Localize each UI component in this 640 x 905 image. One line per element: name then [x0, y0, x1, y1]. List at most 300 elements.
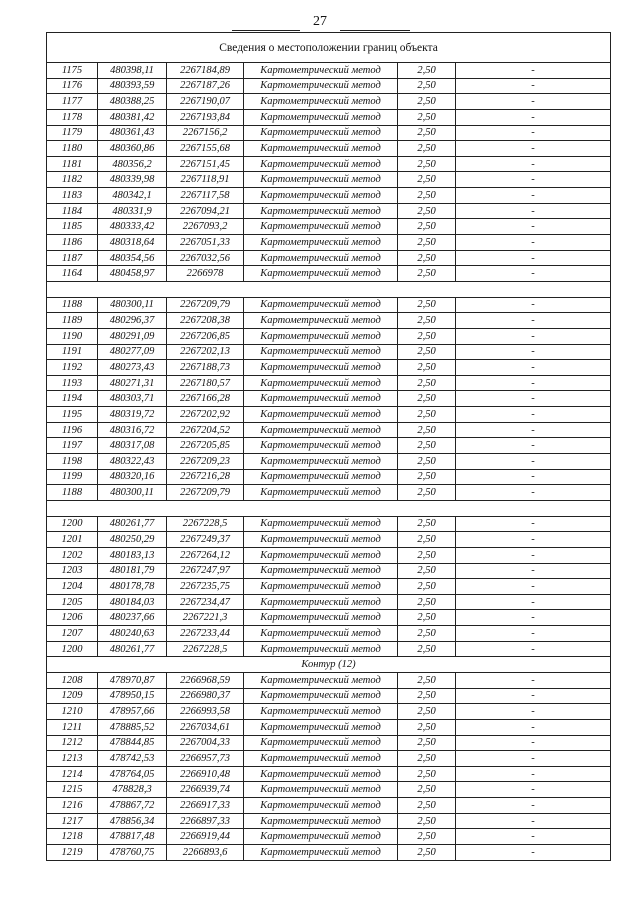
- method-cell: Картометрический метод: [244, 813, 398, 829]
- precision-cell: 2,50: [398, 454, 456, 470]
- point-number-cell: 1175: [47, 63, 98, 79]
- note-cell: -: [456, 156, 611, 172]
- y-coordinate-cell: 2267264,12: [167, 547, 244, 563]
- point-number-cell: 1216: [47, 798, 98, 814]
- y-coordinate-cell: 2267034,61: [167, 719, 244, 735]
- note-cell: -: [456, 469, 611, 485]
- point-number-cell: 1208: [47, 672, 98, 688]
- method-cell: Картометрический метод: [244, 782, 398, 798]
- precision-cell: 2,50: [398, 829, 456, 845]
- method-cell: Картометрический метод: [244, 328, 398, 344]
- point-number-cell: 1183: [47, 188, 98, 204]
- y-coordinate-cell: 2267228,5: [167, 641, 244, 657]
- x-coordinate-cell: 478760,75: [98, 845, 167, 861]
- note-cell: -: [456, 266, 611, 282]
- y-coordinate-cell: 2267004,33: [167, 735, 244, 751]
- note-cell: -: [456, 547, 611, 563]
- precision-cell: 2,50: [398, 579, 456, 595]
- point-number-cell: 1214: [47, 766, 98, 782]
- method-cell: Картометрический метод: [244, 360, 398, 376]
- y-coordinate-cell: 2267208,38: [167, 313, 244, 329]
- note-cell: -: [456, 813, 611, 829]
- table-row: [47, 626, 611, 642]
- method-cell: Картометрический метод: [244, 172, 398, 188]
- point-number-cell: 1177: [47, 94, 98, 110]
- table-row: [47, 829, 611, 845]
- table-row: [47, 328, 611, 344]
- y-coordinate-cell: 2267193,84: [167, 109, 244, 125]
- table-row: [47, 203, 611, 219]
- x-coordinate-cell: 480339,98: [98, 172, 167, 188]
- y-coordinate-cell: 2267117,58: [167, 188, 244, 204]
- precision-cell: 2,50: [398, 109, 456, 125]
- table-row: [47, 782, 611, 798]
- point-number-cell: 1184: [47, 203, 98, 219]
- method-cell: Картометрический метод: [244, 579, 398, 595]
- note-cell: -: [456, 438, 611, 454]
- note-cell: -: [456, 845, 611, 861]
- y-coordinate-cell: 2267202,13: [167, 344, 244, 360]
- table-row: [47, 94, 611, 110]
- x-coordinate-cell: 480360,86: [98, 141, 167, 157]
- note-cell: -: [456, 735, 611, 751]
- precision-cell: 2,50: [398, 235, 456, 251]
- precision-cell: 2,50: [398, 485, 456, 501]
- precision-cell: 2,50: [398, 63, 456, 79]
- method-cell: Картометрический метод: [244, 422, 398, 438]
- point-number-cell: 1181: [47, 156, 98, 172]
- table-row: [47, 109, 611, 125]
- y-coordinate-cell: 2267206,85: [167, 328, 244, 344]
- note-cell: -: [456, 422, 611, 438]
- method-cell: Картометрический метод: [244, 829, 398, 845]
- method-cell: Картометрический метод: [244, 266, 398, 282]
- note-cell: -: [456, 235, 611, 251]
- x-coordinate-cell: 480356,2: [98, 156, 167, 172]
- precision-cell: 2,50: [398, 594, 456, 610]
- table-row: [47, 375, 611, 391]
- table-row: [47, 219, 611, 235]
- table-row: [47, 845, 611, 861]
- precision-cell: 2,50: [398, 438, 456, 454]
- method-cell: Картометрический метод: [244, 469, 398, 485]
- precision-cell: 2,50: [398, 798, 456, 814]
- method-cell: Картометрический метод: [244, 344, 398, 360]
- precision-cell: 2,50: [398, 641, 456, 657]
- table-row: [47, 516, 611, 532]
- page-number: 27: [313, 14, 327, 29]
- note-cell: -: [456, 485, 611, 501]
- precision-cell: 2,50: [398, 188, 456, 204]
- point-number-cell: 1178: [47, 109, 98, 125]
- note-cell: -: [456, 641, 611, 657]
- precision-cell: 2,50: [398, 78, 456, 94]
- y-coordinate-cell: 2267221,3: [167, 610, 244, 626]
- x-coordinate-cell: 478844,85: [98, 735, 167, 751]
- table-row: [47, 422, 611, 438]
- method-cell: Картометрический метод: [244, 532, 398, 548]
- method-cell: Картометрический метод: [244, 672, 398, 688]
- precision-cell: 2,50: [398, 375, 456, 391]
- table-row: [47, 719, 611, 735]
- x-coordinate-cell: 480291,09: [98, 328, 167, 344]
- precision-cell: 2,50: [398, 156, 456, 172]
- precision-cell: 2,50: [398, 845, 456, 861]
- note-cell: -: [456, 313, 611, 329]
- table-row: [47, 798, 611, 814]
- precision-cell: 2,50: [398, 563, 456, 579]
- precision-cell: 2,50: [398, 141, 456, 157]
- precision-cell: 2,50: [398, 219, 456, 235]
- table-row: [47, 250, 611, 266]
- y-coordinate-cell: 2267094,21: [167, 203, 244, 219]
- note-cell: -: [456, 766, 611, 782]
- y-coordinate-cell: 2266968,59: [167, 672, 244, 688]
- note-cell: -: [456, 360, 611, 376]
- x-coordinate-cell: 480319,72: [98, 407, 167, 423]
- x-coordinate-cell: 480458,97: [98, 266, 167, 282]
- method-cell: Картометрический метод: [244, 547, 398, 563]
- table-row: [47, 156, 611, 172]
- precision-cell: 2,50: [398, 297, 456, 313]
- note-cell: -: [456, 328, 611, 344]
- note-cell: -: [456, 516, 611, 532]
- precision-cell: 2,50: [398, 626, 456, 642]
- precision-cell: 2,50: [398, 766, 456, 782]
- note-cell: -: [456, 219, 611, 235]
- point-number-cell: 1200: [47, 516, 98, 532]
- table-row: [47, 407, 611, 423]
- point-number-cell: 1191: [47, 344, 98, 360]
- note-cell: -: [456, 704, 611, 720]
- x-coordinate-cell: 480331,9: [98, 203, 167, 219]
- y-coordinate-cell: 2267155,68: [167, 141, 244, 157]
- method-cell: Картометрический метод: [244, 78, 398, 94]
- y-coordinate-cell: 2267051,33: [167, 235, 244, 251]
- y-coordinate-cell: 2266910,48: [167, 766, 244, 782]
- y-coordinate-cell: 2266939,74: [167, 782, 244, 798]
- note-cell: -: [456, 829, 611, 845]
- point-number-cell: 1217: [47, 813, 98, 829]
- precision-cell: 2,50: [398, 813, 456, 829]
- precision-cell: 2,50: [398, 782, 456, 798]
- point-number-cell: 1188: [47, 297, 98, 313]
- x-coordinate-cell: 480303,71: [98, 391, 167, 407]
- x-coordinate-cell: 478742,53: [98, 751, 167, 767]
- x-coordinate-cell: 480322,43: [98, 454, 167, 470]
- note-cell: -: [456, 594, 611, 610]
- y-coordinate-cell: 2266917,33: [167, 798, 244, 814]
- note-cell: -: [456, 751, 611, 767]
- note-cell: -: [456, 782, 611, 798]
- contour-label-row: [47, 657, 611, 673]
- x-coordinate-cell: 480184,03: [98, 594, 167, 610]
- method-cell: Картометрический метод: [244, 641, 398, 657]
- method-cell: Картометрический метод: [244, 407, 398, 423]
- blank-separator-row: [47, 500, 611, 516]
- y-coordinate-cell: 2267233,44: [167, 626, 244, 642]
- point-number-cell: 1188: [47, 485, 98, 501]
- note-cell: -: [456, 391, 611, 407]
- point-number-cell: 1185: [47, 219, 98, 235]
- table-row: [47, 172, 611, 188]
- method-cell: Картометрический метод: [244, 250, 398, 266]
- precision-cell: 2,50: [398, 391, 456, 407]
- point-number-cell: 1204: [47, 579, 98, 595]
- x-coordinate-cell: 478957,66: [98, 704, 167, 720]
- x-coordinate-cell: 478885,52: [98, 719, 167, 735]
- note-cell: -: [456, 579, 611, 595]
- point-number-cell: 1195: [47, 407, 98, 423]
- note-cell: -: [456, 626, 611, 642]
- table-row: [47, 547, 611, 563]
- method-cell: Картометрический метод: [244, 454, 398, 470]
- note-cell: -: [456, 250, 611, 266]
- y-coordinate-cell: 2266957,73: [167, 751, 244, 767]
- method-cell: Картометрический метод: [244, 610, 398, 626]
- y-coordinate-cell: 2267190,07: [167, 94, 244, 110]
- x-coordinate-cell: 480271,31: [98, 375, 167, 391]
- table-row: [47, 297, 611, 313]
- note-cell: -: [456, 375, 611, 391]
- method-cell: Картометрический метод: [244, 719, 398, 735]
- table-row: [47, 610, 611, 626]
- precision-cell: 2,50: [398, 422, 456, 438]
- y-coordinate-cell: 2267234,47: [167, 594, 244, 610]
- table-row: [47, 188, 611, 204]
- x-coordinate-cell: 478817,48: [98, 829, 167, 845]
- table-row: [47, 735, 611, 751]
- note-cell: -: [456, 78, 611, 94]
- point-number-cell: 1215: [47, 782, 98, 798]
- x-coordinate-cell: 480333,42: [98, 219, 167, 235]
- precision-cell: 2,50: [398, 751, 456, 767]
- table-title: Сведения о местоположении границ объекта: [47, 33, 611, 63]
- point-number-cell: 1194: [47, 391, 98, 407]
- point-number-cell: 1218: [47, 829, 98, 845]
- y-coordinate-cell: 2267187,26: [167, 78, 244, 94]
- precision-cell: 2,50: [398, 719, 456, 735]
- method-cell: Картометрический метод: [244, 141, 398, 157]
- x-coordinate-cell: 480250,29: [98, 532, 167, 548]
- x-coordinate-cell: 478950,15: [98, 688, 167, 704]
- table-row: [47, 63, 611, 79]
- point-number-cell: 1211: [47, 719, 98, 735]
- point-number-cell: 1219: [47, 845, 98, 861]
- table-row: [47, 78, 611, 94]
- x-coordinate-cell: 480393,59: [98, 78, 167, 94]
- table-row: [47, 579, 611, 595]
- precision-cell: 2,50: [398, 203, 456, 219]
- point-number-cell: 1200: [47, 641, 98, 657]
- table-row: [47, 532, 611, 548]
- note-cell: -: [456, 563, 611, 579]
- point-number-cell: 1209: [47, 688, 98, 704]
- x-coordinate-cell: 480183,13: [98, 547, 167, 563]
- y-coordinate-cell: 2267209,79: [167, 297, 244, 313]
- precision-cell: 2,50: [398, 328, 456, 344]
- y-coordinate-cell: 2266978: [167, 266, 244, 282]
- x-coordinate-cell: 478970,87: [98, 672, 167, 688]
- point-number-cell: 1202: [47, 547, 98, 563]
- x-coordinate-cell: 480316,72: [98, 422, 167, 438]
- precision-cell: 2,50: [398, 547, 456, 563]
- note-cell: -: [456, 610, 611, 626]
- y-coordinate-cell: 2267209,23: [167, 454, 244, 470]
- x-coordinate-cell: 480317,08: [98, 438, 167, 454]
- note-cell: -: [456, 297, 611, 313]
- x-coordinate-cell: 478828,3: [98, 782, 167, 798]
- note-cell: -: [456, 63, 611, 79]
- table-row: [47, 125, 611, 141]
- method-cell: Картометрический метод: [244, 438, 398, 454]
- method-cell: Картометрический метод: [244, 375, 398, 391]
- table-row: [47, 813, 611, 829]
- note-cell: -: [456, 688, 611, 704]
- table-row: [47, 751, 611, 767]
- x-coordinate-cell: 480361,43: [98, 125, 167, 141]
- x-coordinate-cell: 478867,72: [98, 798, 167, 814]
- table-row: [47, 266, 611, 282]
- precision-cell: 2,50: [398, 516, 456, 532]
- page-number-rule-right: [340, 30, 410, 31]
- x-coordinate-cell: 480318,64: [98, 235, 167, 251]
- y-coordinate-cell: 2266897,33: [167, 813, 244, 829]
- point-number-cell: 1205: [47, 594, 98, 610]
- method-cell: Картометрический метод: [244, 751, 398, 767]
- point-number-cell: 1189: [47, 313, 98, 329]
- method-cell: Картометрический метод: [244, 688, 398, 704]
- method-cell: Картометрический метод: [244, 485, 398, 501]
- y-coordinate-cell: 2267247,97: [167, 563, 244, 579]
- blank-separator-row: [47, 281, 611, 297]
- table-row: [47, 360, 611, 376]
- note-cell: -: [456, 109, 611, 125]
- y-coordinate-cell: 2267188,73: [167, 360, 244, 376]
- method-cell: Картометрический метод: [244, 766, 398, 782]
- method-cell: Картометрический метод: [244, 63, 398, 79]
- method-cell: Картометрический метод: [244, 704, 398, 720]
- blank-separator-cell: [47, 281, 611, 297]
- note-cell: -: [456, 188, 611, 204]
- point-number-cell: 1203: [47, 563, 98, 579]
- x-coordinate-cell: 480320,16: [98, 469, 167, 485]
- point-number-cell: 1192: [47, 360, 98, 376]
- table-row: [47, 235, 611, 251]
- point-number-cell: 1212: [47, 735, 98, 751]
- precision-cell: 2,50: [398, 313, 456, 329]
- method-cell: Картометрический метод: [244, 563, 398, 579]
- point-number-cell: 1213: [47, 751, 98, 767]
- table-row: [47, 141, 611, 157]
- precision-cell: 2,50: [398, 672, 456, 688]
- method-cell: Картометрический метод: [244, 156, 398, 172]
- method-cell: Картометрический метод: [244, 219, 398, 235]
- x-coordinate-cell: 480277,09: [98, 344, 167, 360]
- x-coordinate-cell: 480354,56: [98, 250, 167, 266]
- note-cell: -: [456, 344, 611, 360]
- table-row: [47, 469, 611, 485]
- note-cell: -: [456, 719, 611, 735]
- method-cell: Картометрический метод: [244, 297, 398, 313]
- note-cell: -: [456, 94, 611, 110]
- contour-label: Контур (12): [47, 657, 611, 673]
- precision-cell: 2,50: [398, 344, 456, 360]
- y-coordinate-cell: 2267235,75: [167, 579, 244, 595]
- method-cell: Картометрический метод: [244, 203, 398, 219]
- y-coordinate-cell: 2267184,89: [167, 63, 244, 79]
- point-number-cell: 1207: [47, 626, 98, 642]
- method-cell: Картометрический метод: [244, 235, 398, 251]
- precision-cell: 2,50: [398, 735, 456, 751]
- note-cell: -: [456, 125, 611, 141]
- y-coordinate-cell: 2267180,57: [167, 375, 244, 391]
- point-number-cell: 1164: [47, 266, 98, 282]
- y-coordinate-cell: 2267151,45: [167, 156, 244, 172]
- note-cell: -: [456, 407, 611, 423]
- note-cell: -: [456, 532, 611, 548]
- table-row: [47, 485, 611, 501]
- x-coordinate-cell: 480240,63: [98, 626, 167, 642]
- note-cell: -: [456, 141, 611, 157]
- point-number-cell: 1201: [47, 532, 98, 548]
- x-coordinate-cell: 480342,1: [98, 188, 167, 204]
- precision-cell: 2,50: [398, 250, 456, 266]
- point-number-cell: 1210: [47, 704, 98, 720]
- precision-cell: 2,50: [398, 125, 456, 141]
- method-cell: Картометрический метод: [244, 594, 398, 610]
- precision-cell: 2,50: [398, 610, 456, 626]
- method-cell: Картометрический метод: [244, 626, 398, 642]
- table-title-row: [47, 33, 611, 63]
- table-body: [47, 63, 611, 861]
- x-coordinate-cell: 480261,77: [98, 641, 167, 657]
- y-coordinate-cell: 2266993,58: [167, 704, 244, 720]
- boundary-coordinates-table: [46, 32, 611, 861]
- x-coordinate-cell: 480381,42: [98, 109, 167, 125]
- method-cell: Картометрический метод: [244, 845, 398, 861]
- point-number-cell: 1206: [47, 610, 98, 626]
- x-coordinate-cell: 480296,37: [98, 313, 167, 329]
- y-coordinate-cell: 2267093,2: [167, 219, 244, 235]
- method-cell: Картометрический метод: [244, 798, 398, 814]
- x-coordinate-cell: 480181,79: [98, 563, 167, 579]
- precision-cell: 2,50: [398, 704, 456, 720]
- point-number-cell: 1180: [47, 141, 98, 157]
- blank-separator-cell: [47, 500, 611, 516]
- y-coordinate-cell: 2267204,52: [167, 422, 244, 438]
- page-number-rule-left: [232, 30, 300, 31]
- y-coordinate-cell: 2267209,79: [167, 485, 244, 501]
- x-coordinate-cell: 480300,11: [98, 485, 167, 501]
- y-coordinate-cell: 2267228,5: [167, 516, 244, 532]
- x-coordinate-cell: 480261,77: [98, 516, 167, 532]
- method-cell: Картометрический метод: [244, 188, 398, 204]
- y-coordinate-cell: 2267118,91: [167, 172, 244, 188]
- method-cell: Картометрический метод: [244, 109, 398, 125]
- note-cell: -: [456, 172, 611, 188]
- y-coordinate-cell: 2267202,92: [167, 407, 244, 423]
- precision-cell: 2,50: [398, 532, 456, 548]
- x-coordinate-cell: 478856,34: [98, 813, 167, 829]
- table-row: [47, 766, 611, 782]
- point-number-cell: 1196: [47, 422, 98, 438]
- precision-cell: 2,50: [398, 172, 456, 188]
- table-row: [47, 313, 611, 329]
- precision-cell: 2,50: [398, 407, 456, 423]
- point-number-cell: 1176: [47, 78, 98, 94]
- point-number-cell: 1197: [47, 438, 98, 454]
